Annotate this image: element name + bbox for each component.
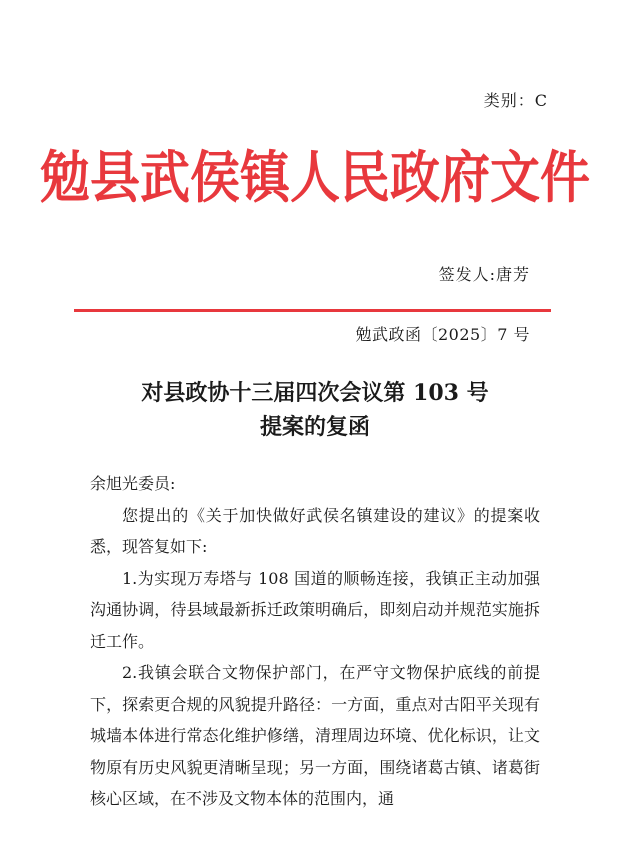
document-body — [90, 468, 540, 815]
body-paragraph: 2.我镇会联合文物保护部门，在严守文物保护底线的前提下，探索更合规的风貌提升路径：一方面，重点对古阳平关现有城墙本体进行常态化维护修缮，清理周边环境、优化标识，让文物原有历史风貌更清晰呈现；另一方面，围绕诸葛古镇、诸葛街核心区域，在不涉及文物本体的范围内，通 — [90, 663, 540, 808]
document-number: 勉武政函〔2025〕7 号 — [355, 325, 530, 344]
category-label: 类别：C — [483, 91, 548, 110]
red-divider — [74, 309, 551, 312]
document-title-line-2: 提案的复函 — [259, 414, 370, 440]
body-paragraph: 您提出的《关于加快做好武侯名镇建设的建议》的提案收悉，现答复如下: — [90, 505, 540, 556]
agency-header-title: 勉县武侯镇人民政府文件 — [40, 144, 590, 211]
body-paragraph: 1.为实现万寿塔与 108 国道的顺畅连接，我镇正主动加强沟通协调，待县域最新拆迁政策明确后，即刻启动并规范实施拆迁工作。 — [90, 568, 540, 651]
issuer-label: 签发人:唐芳 — [438, 265, 530, 284]
salutation: 余旭光委员: — [90, 474, 176, 493]
document-title-line-1: 对县政协十三届四次会议第 103 号 — [141, 380, 489, 406]
document-title — [0, 376, 630, 444]
